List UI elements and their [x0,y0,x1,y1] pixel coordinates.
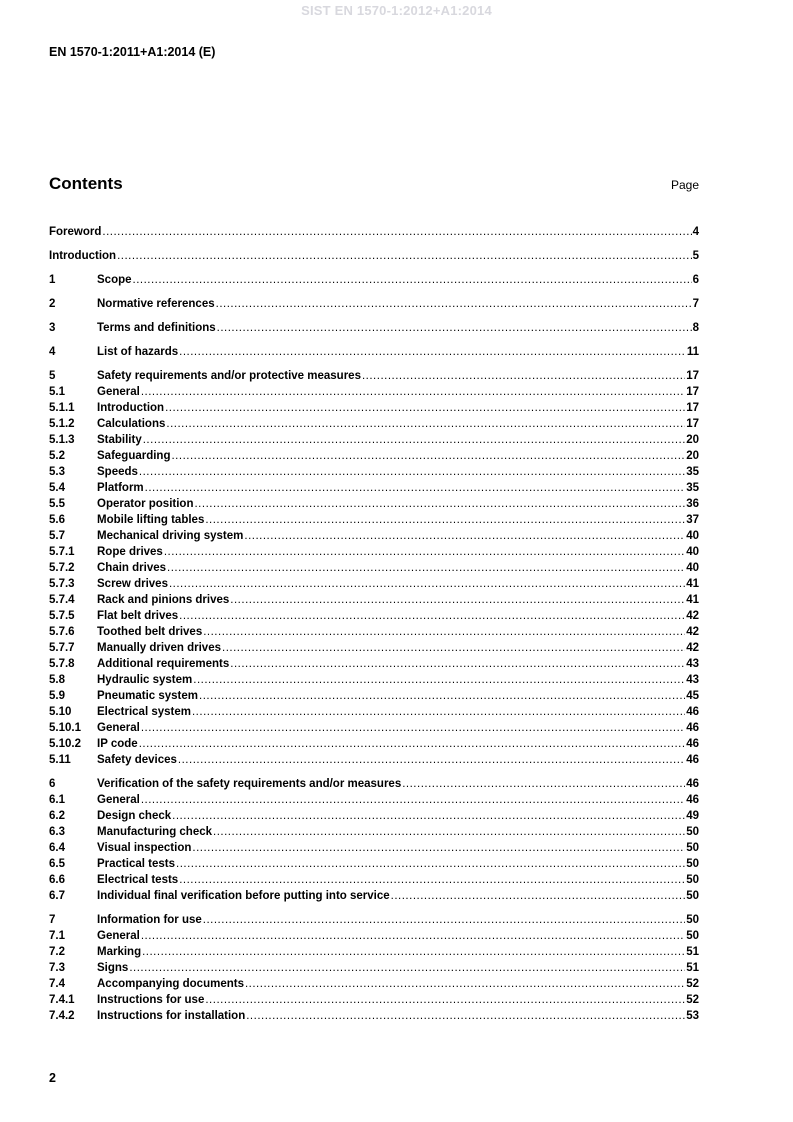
toc-leader-dots [246,1008,685,1024]
toc-entry-page: 50 [686,858,699,870]
toc-entry-title: Individual final verification before putting into service [97,890,390,902]
toc-entry-number: 5.1.3 [49,434,75,446]
toc-entry-page: 41 [686,578,699,590]
toc-leader-dots [117,248,692,264]
toc-entry[interactable] [49,608,699,624]
toc-entry-page: 50 [686,842,699,854]
toc-leader-dots [193,672,685,688]
toc-entry-page: 11 [686,346,699,358]
toc-entry-title: Visual inspection [97,842,192,854]
toc-leader-dots [139,464,685,480]
toc-entry-title: Accompanying documents [97,978,244,990]
toc-entry-page: 46 [686,706,699,718]
toc-entry-page: 35 [686,482,699,494]
toc-entry-title: Screw drives [97,578,168,590]
toc-entry-page: 17 [686,402,699,414]
toc-entry[interactable] [49,808,699,824]
toc-leader-dots [169,576,685,592]
toc-leader-dots [166,416,685,432]
toc-entry-number: 5.8 [49,674,65,686]
toc-entry-title: Speeds [97,466,138,478]
toc-entry-page: 40 [686,546,699,558]
toc-entry-title: Instructions for use [97,994,205,1006]
toc-entry[interactable] [49,272,699,288]
toc-entry-title: Practical tests [97,858,175,870]
toc-leader-dots [391,888,686,904]
toc-leader-dots [133,272,692,288]
toc-entry[interactable] [49,496,699,512]
toc-leader-dots [244,528,685,544]
toc-entry[interactable] [49,224,699,240]
toc-entry-number: 5.7.2 [49,562,75,574]
toc-entry-page: 5 [692,250,699,262]
toc-leader-dots [167,560,685,576]
toc-entry-page: 46 [686,738,699,750]
toc-leader-dots [362,368,685,384]
toc-entry[interactable] [49,560,699,576]
toc-entry[interactable] [49,752,699,768]
toc-entry[interactable] [49,960,699,976]
toc-leader-dots [141,928,685,944]
toc-entry-title: General [97,930,140,942]
toc-entry[interactable] [49,296,699,312]
toc-entry[interactable] [49,320,699,336]
toc-entry-page: 43 [686,674,699,686]
toc-entry-number: 5.7.6 [49,626,75,638]
toc-entry-number: 5.2 [49,450,65,462]
toc-entry[interactable] [49,688,699,704]
toc-entry-number: 7.3 [49,962,65,974]
toc-entry-title: Rack and pinions drives [97,594,230,606]
toc-leader-dots [179,872,685,888]
toc-entry-title: Safety requirements and/or protective measures [97,370,361,382]
toc-entry[interactable] [49,248,699,264]
watermark: SIST EN 1570-1:2012+A1:2014 [301,3,492,18]
toc-entry-title: General [97,794,140,806]
toc-entry-number: 5.5 [49,498,65,510]
toc-entry-title: Verification of the safety requirements and/or measures [97,778,402,790]
toc-entry-number: 5.7.7 [49,642,75,654]
toc-entry-number: 5.7.5 [49,610,75,622]
toc-entry[interactable] [49,792,699,808]
toc-entry[interactable] [49,344,699,360]
toc-leader-dots [142,944,685,960]
toc-leader-dots [178,752,685,768]
toc-entry-number: 5.4 [49,482,65,494]
toc-entry[interactable] [49,912,699,928]
toc-entry-number: 6.2 [49,810,65,822]
toc-leader-dots [192,840,685,856]
toc-entry-page: 17 [686,418,699,430]
toc-entry-title: Chain drives [97,562,167,574]
toc-entry-title: Flat belt drives [97,610,179,622]
toc-entry-number: 4 [49,346,56,358]
toc-entry-number: 5.10 [49,706,72,718]
toc-entry[interactable] [49,432,699,448]
toc-entry-number: 6.5 [49,858,65,870]
toc-entry-number: 7.2 [49,946,65,958]
toc-leader-dots [164,544,685,560]
toc-leader-dots [194,496,685,512]
toc-entry-number: 5.6 [49,514,65,526]
toc-entry-page: 50 [686,930,699,942]
toc-entry-title: Foreword [49,226,102,238]
toc-entry[interactable] [49,384,699,400]
toc-entry[interactable] [49,656,699,672]
toc-leader-dots [217,320,692,336]
toc-entry-number: 5 [49,370,56,382]
toc-entry-title: Toothed belt drives [97,626,203,638]
toc-leader-dots [199,688,685,704]
toc-entry-title: IP code [97,738,138,750]
toc-entry[interactable] [49,944,699,960]
toc-entry-page: 35 [686,466,699,478]
toc-entry[interactable] [49,672,699,688]
toc-entry-page: 36 [686,498,699,510]
toc-leader-dots [203,912,685,928]
toc-entry[interactable] [49,856,699,872]
toc-entry-title: Electrical system [97,706,191,718]
toc-entry-title: Marking [97,946,142,958]
toc-entry-number: 6.6 [49,874,65,886]
toc-leader-dots [216,296,692,312]
toc-leader-dots [205,512,685,528]
toc-entry-number: 6.1 [49,794,65,806]
toc-entry-page: 52 [686,978,699,990]
toc-entry-number: 5.10.1 [49,722,81,734]
toc-entry[interactable] [49,368,699,384]
toc-entry-page: 42 [686,642,699,654]
toc-entry-number: 5.7.3 [49,578,75,590]
toc-entry-number: 5.10.2 [49,738,81,750]
toc-entry-page: 52 [686,994,699,1006]
toc-leader-dots [172,808,685,824]
toc-entry-page: 7 [692,298,699,310]
toc-entry-title: Stability [97,434,142,446]
toc-entry-number: 6 [49,778,56,790]
toc-entry-page: 46 [686,754,699,766]
toc-entry-page: 40 [686,562,699,574]
toc-entry-page: 20 [686,450,699,462]
toc-entry-page: 8 [692,322,699,334]
toc-entry-title: Electrical tests [97,874,179,886]
toc-entry-page: 37 [686,514,699,526]
toc-leader-dots [245,976,685,992]
toc-entry-page: 50 [686,890,699,902]
toc-entry-number: 5.1.2 [49,418,75,430]
toc-entry[interactable] [49,704,699,720]
toc-entry-title: Manufacturing check [97,826,213,838]
toc-entry-title: Normative references [97,298,215,310]
toc-entry[interactable] [49,544,699,560]
toc-entry-page: 50 [686,826,699,838]
toc-entry-page: 43 [686,658,699,670]
toc-entry-number: 6.4 [49,842,65,854]
toc-leader-dots [179,344,686,360]
toc-entry-number: 7.4.2 [49,1010,75,1022]
toc-entry-title: Safeguarding [97,450,171,462]
toc-entry-title: Scope [97,274,132,286]
toc-entry-page: 50 [686,914,699,926]
toc-entry-title: List of hazards [97,346,179,358]
toc-entry-title: Mobile lifting tables [97,514,205,526]
toc-entry-page: 46 [686,778,699,790]
toc-entry[interactable] [49,448,699,464]
toc-entry-title: Signs [97,962,129,974]
toc-leader-dots [222,640,685,656]
document-id: EN 1570-1:2011+A1:2014 (E) [49,45,216,59]
toc-entry-number: 6.3 [49,826,65,838]
toc-entry-title: Hydraulic system [97,674,193,686]
toc-entry[interactable] [49,400,699,416]
toc-entry[interactable] [49,480,699,496]
toc-leader-dots [141,384,685,400]
toc-entry-title: Safety devices [97,754,177,766]
toc-entry-page: 49 [686,810,699,822]
toc-entry-title: Pneumatic system [97,690,198,702]
toc-entry-title: Information for use [97,914,202,926]
toc-entry-title: Introduction [49,250,117,262]
toc-entry-number: 5.3 [49,466,65,478]
toc-entry-title: Platform [97,482,144,494]
toc-entry-number: 1 [49,274,56,286]
toc-leader-dots [176,856,685,872]
toc-entry-page: 53 [686,1010,699,1022]
toc-entry-page: 42 [686,610,699,622]
toc-entry-page: 20 [686,434,699,446]
toc-entry[interactable] [49,776,699,792]
toc-entry[interactable] [49,840,699,856]
toc-entry-title: Manually driven drives [97,642,221,654]
toc-entry-page: 6 [692,274,699,286]
toc-entry[interactable] [49,624,699,640]
toc-leader-dots [141,792,685,808]
toc-entry-number: 5.7.8 [49,658,75,670]
toc-entry-title: Additional requirements [97,658,230,670]
toc-leader-dots [179,608,685,624]
toc-entry-title: Design check [97,810,172,822]
toc-entry-page: 51 [686,946,699,958]
toc-entry-page: 17 [686,386,699,398]
toc-entry[interactable] [49,528,699,544]
toc-entry[interactable] [49,992,699,1008]
toc-entry-page: 41 [686,594,699,606]
toc-entry[interactable] [49,824,699,840]
toc-entry[interactable] [49,576,699,592]
toc-leader-dots [145,480,686,496]
contents-heading: Contents [49,174,123,193]
toc-leader-dots [230,656,685,672]
toc-entry-page: 45 [686,690,699,702]
toc-entry-number: 7.4 [49,978,65,990]
toc-entry-page: 4 [692,226,699,238]
toc-entry-number: 7 [49,914,56,926]
toc-entry[interactable] [49,640,699,656]
toc-entry-number: 5.7 [49,530,65,542]
page-column-label: Page [670,178,699,192]
toc-entry[interactable] [49,888,699,904]
toc-entry-title: Rope drives [97,546,163,558]
toc-entry-title: Operator position [97,498,194,510]
toc-leader-dots [141,720,685,736]
table-of-contents [49,224,699,1024]
toc-entry[interactable] [49,976,699,992]
toc-entry-number: 5.9 [49,690,65,702]
toc-entry[interactable] [49,512,699,528]
toc-leader-dots [129,960,685,976]
toc-entry-number: 5.1.1 [49,402,75,414]
toc-entry[interactable] [49,464,699,480]
toc-entry-page: 46 [686,722,699,734]
toc-entry-page: 46 [686,794,699,806]
toc-entry-title: General [97,722,140,734]
toc-leader-dots [205,992,685,1008]
toc-entry[interactable] [49,736,699,752]
toc-entry[interactable] [49,928,699,944]
toc-entry-page: 42 [686,626,699,638]
toc-entry-title: Introduction [97,402,165,414]
toc-leader-dots [102,224,691,240]
toc-entry-page: 51 [686,962,699,974]
toc-entry-title: Terms and definitions [97,322,216,334]
toc-leader-dots [171,448,685,464]
toc-entry[interactable] [49,872,699,888]
toc-entry[interactable] [49,416,699,432]
toc-leader-dots [139,736,686,752]
toc-entry-page: 40 [686,530,699,542]
toc-entry-number: 2 [49,298,56,310]
toc-entry[interactable] [49,592,699,608]
toc-leader-dots [165,400,685,416]
toc-leader-dots [203,624,685,640]
toc-entry-number: 5.1 [49,386,65,398]
toc-leader-dots [143,432,685,448]
toc-entry-number: 5.11 [49,754,71,766]
toc-entry-page: 50 [686,874,699,886]
toc-entry[interactable] [49,1008,699,1024]
toc-entry-number: 7.4.1 [49,994,75,1006]
toc-entry-number: 7.1 [49,930,65,942]
toc-entry-page: 17 [686,370,699,382]
toc-entry-number: 5.7.4 [49,594,75,606]
toc-entry-title: Instructions for installation [97,1010,246,1022]
toc-entry-number: 3 [49,322,56,334]
toc-entry-number: 6.7 [49,890,65,902]
toc-entry-title: General [97,386,140,398]
toc-leader-dots [230,592,685,608]
toc-entry[interactable] [49,720,699,736]
toc-leader-dots [213,824,685,840]
toc-entry-title: Mechanical driving system [97,530,244,542]
toc-entry-title: Calculations [97,418,166,430]
toc-entry-number: 5.7.1 [49,546,75,558]
toc-leader-dots [402,776,685,792]
toc-leader-dots [192,704,685,720]
page-number: 2 [49,1071,56,1085]
